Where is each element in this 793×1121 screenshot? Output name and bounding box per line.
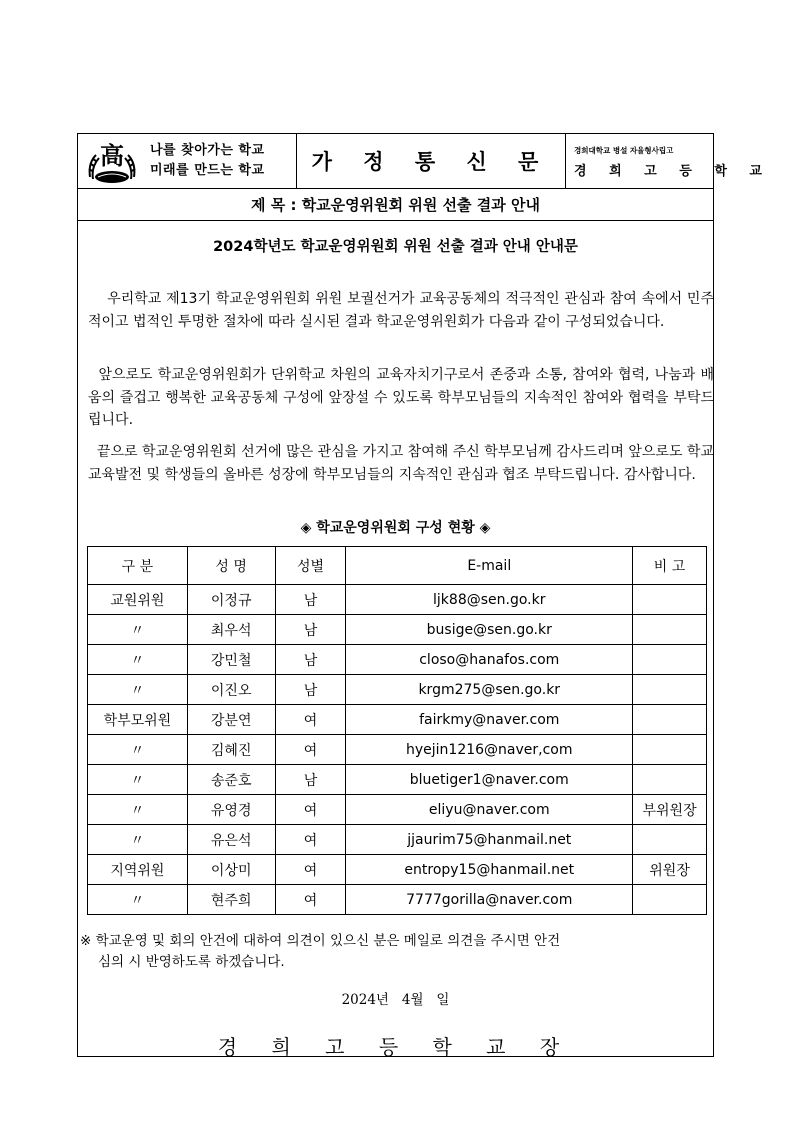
cell-email[interactable]: closo@hanafos.com	[346, 645, 633, 675]
cell-note	[633, 825, 707, 855]
cell-email[interactable]: krgm275@sen.go.kr	[346, 675, 633, 705]
table-body	[88, 585, 707, 915]
cell-note	[633, 885, 707, 915]
table-row	[88, 825, 707, 855]
cell-category: 〃	[88, 735, 188, 765]
subject-line: 제 목 : 학교운영위원회 위원 선출 결과 안내	[78, 189, 713, 221]
paragraph-3-text: 끝으로 학교운영위원회 선거에 많은 관심을 가지고 참여해 주신 학부모님께 감사드리며 앞으로도 학교 교육발전 및 학생들의 올바른 성장에 학부모님들의 지속적인 관심과 협조 부탁드립니다. 감사합니다.	[88, 444, 714, 483]
cell-email[interactable]: busige@sen.go.kr	[346, 615, 633, 645]
cell-name: 이진오	[187, 675, 275, 705]
paragraph-1	[88, 288, 714, 333]
cell-name: 송준호	[187, 765, 275, 795]
cell-note	[633, 585, 707, 615]
table-header-row	[88, 547, 707, 585]
cell-note	[633, 735, 707, 765]
cell-name: 강민철	[187, 645, 275, 675]
table-row	[88, 645, 707, 675]
table-row	[88, 705, 707, 735]
cell-name: 최우석	[187, 615, 275, 645]
cell-gender: 남	[275, 585, 346, 615]
notice-frame	[77, 133, 771, 1059]
cell-note	[633, 705, 707, 735]
cell-gender: 남	[275, 615, 346, 645]
cell-category: 〃	[88, 825, 188, 855]
cell-note: 부위원장	[633, 795, 707, 825]
table-row	[88, 855, 707, 885]
paragraph-3	[88, 441, 714, 486]
cell-email[interactable]: fairkmy@naver.com	[346, 705, 633, 735]
table-row	[88, 885, 707, 915]
cell-category: 〃	[88, 765, 188, 795]
cell-category: 〃	[88, 675, 188, 705]
principal-signature: 경 희 고 등 학 교 장	[217, 1035, 574, 1059]
table-row	[88, 735, 707, 765]
cell-gender: 남	[275, 675, 346, 705]
paragraph-1-text: 우리학교 제13기 학교운영위원회 위원 보궐선거가 교육공동체의 적극적인 관심과 참여 속에서 민주적이고 법적인 투명한 절차에 따라 실시된 결과 학교운영위원회가 다음과 같이 구성되었습니다.	[88, 291, 714, 330]
cell-note: 위원장	[633, 855, 707, 885]
cell-category: 지역위원	[88, 855, 188, 885]
paragraph-2	[88, 364, 714, 432]
cell-email[interactable]: eliyu@naver.com	[346, 795, 633, 825]
footnote-line-1: ※ 학교운영 및 회의 안건에 대하여 의견이 있으신 분은 메일로 의견을 주시면 안건	[80, 933, 561, 949]
table-row	[88, 675, 707, 705]
table-row	[88, 615, 707, 645]
footnote-line-2: 심의 시 반영하도록 하겠습니다.	[98, 954, 285, 970]
table-row	[88, 765, 707, 795]
cell-name: 이상미	[187, 855, 275, 885]
cell-email[interactable]: hyejin1216@naver,com	[346, 735, 633, 765]
cell-gender: 여	[275, 735, 346, 765]
cell-name: 현주희	[187, 885, 275, 915]
cell-category: 학부모위원	[88, 705, 188, 735]
cell-gender: 여	[275, 825, 346, 855]
cell-name: 유영경	[187, 795, 275, 825]
logo-cell	[78, 134, 297, 188]
cell-name: 강분연	[187, 705, 275, 735]
table-row	[88, 795, 707, 825]
school-name: 경 희 고 등 학 교	[574, 164, 771, 179]
cell-category: 〃	[88, 885, 188, 915]
cell-email[interactable]: 7777gorilla@naver.com	[346, 885, 633, 915]
school-emblem-icon	[86, 137, 138, 185]
cell-email[interactable]: jjaurim75@hanmail.net	[346, 825, 633, 855]
column-header-note: 비 고	[633, 547, 707, 585]
cell-gender: 남	[275, 765, 346, 795]
table-row	[88, 585, 707, 615]
cell-gender: 여	[275, 705, 346, 735]
column-header-gender: 성별	[275, 547, 346, 585]
cell-gender: 남	[275, 645, 346, 675]
cell-email[interactable]: bluetiger1@naver.com	[346, 765, 633, 795]
committee-status-title: ◈ 학교운영위원회 구성 현황 ◈	[300, 520, 491, 536]
slogan	[150, 141, 265, 181]
document-heading: 2024학년도 학교운영위원회 위원 선출 결과 안내 안내문	[213, 239, 578, 255]
committee-members-table	[87, 546, 707, 915]
slogan-line-2: 미래를 만드는 학교	[150, 163, 265, 178]
school-subtitle: 경희대학교 병설 자율형사립고	[574, 146, 674, 155]
cell-note	[633, 645, 707, 675]
cell-email[interactable]: ljk88@sen.go.kr	[346, 585, 633, 615]
header	[78, 134, 771, 189]
issue-date: 2024년 4월 일	[341, 992, 450, 1008]
column-header-email: E-mail	[346, 547, 633, 585]
column-header-name: 성 명	[187, 547, 275, 585]
footnote	[80, 931, 710, 973]
school-cell	[566, 134, 771, 188]
cell-category: 교원위원	[88, 585, 188, 615]
slogan-line-1: 나를 찾아가는 학교	[150, 143, 265, 158]
cell-gender: 여	[275, 885, 346, 915]
cell-gender: 여	[275, 855, 346, 885]
emblem-glyph: 高	[100, 141, 124, 170]
cell-name: 유은석	[187, 825, 275, 855]
cell-category: 〃	[88, 645, 188, 675]
column-header-category: 구 분	[88, 547, 188, 585]
cell-note	[633, 675, 707, 705]
cell-category: 〃	[88, 615, 188, 645]
cell-name: 김혜진	[187, 735, 275, 765]
cell-email[interactable]: entropy15@hanmail.net	[346, 855, 633, 885]
paragraph-2-text: 앞으로도 학교운영위원회가 단위학교 차원의 교육자치기구로서 존중과 소통, 참여와 협력, 나눔과 배움의 즐겁고 행복한 교육공동체 구성에 앞장설 수 있도록 학부모님들의 지속적인 참여와 협력을 부탁드립니다.	[88, 367, 714, 428]
cell-gender: 여	[275, 795, 346, 825]
notice-title: 가 정 통 신 문	[297, 134, 566, 188]
cell-category: 〃	[88, 795, 188, 825]
cell-note	[633, 765, 707, 795]
cell-name: 이정규	[187, 585, 275, 615]
cell-note	[633, 615, 707, 645]
